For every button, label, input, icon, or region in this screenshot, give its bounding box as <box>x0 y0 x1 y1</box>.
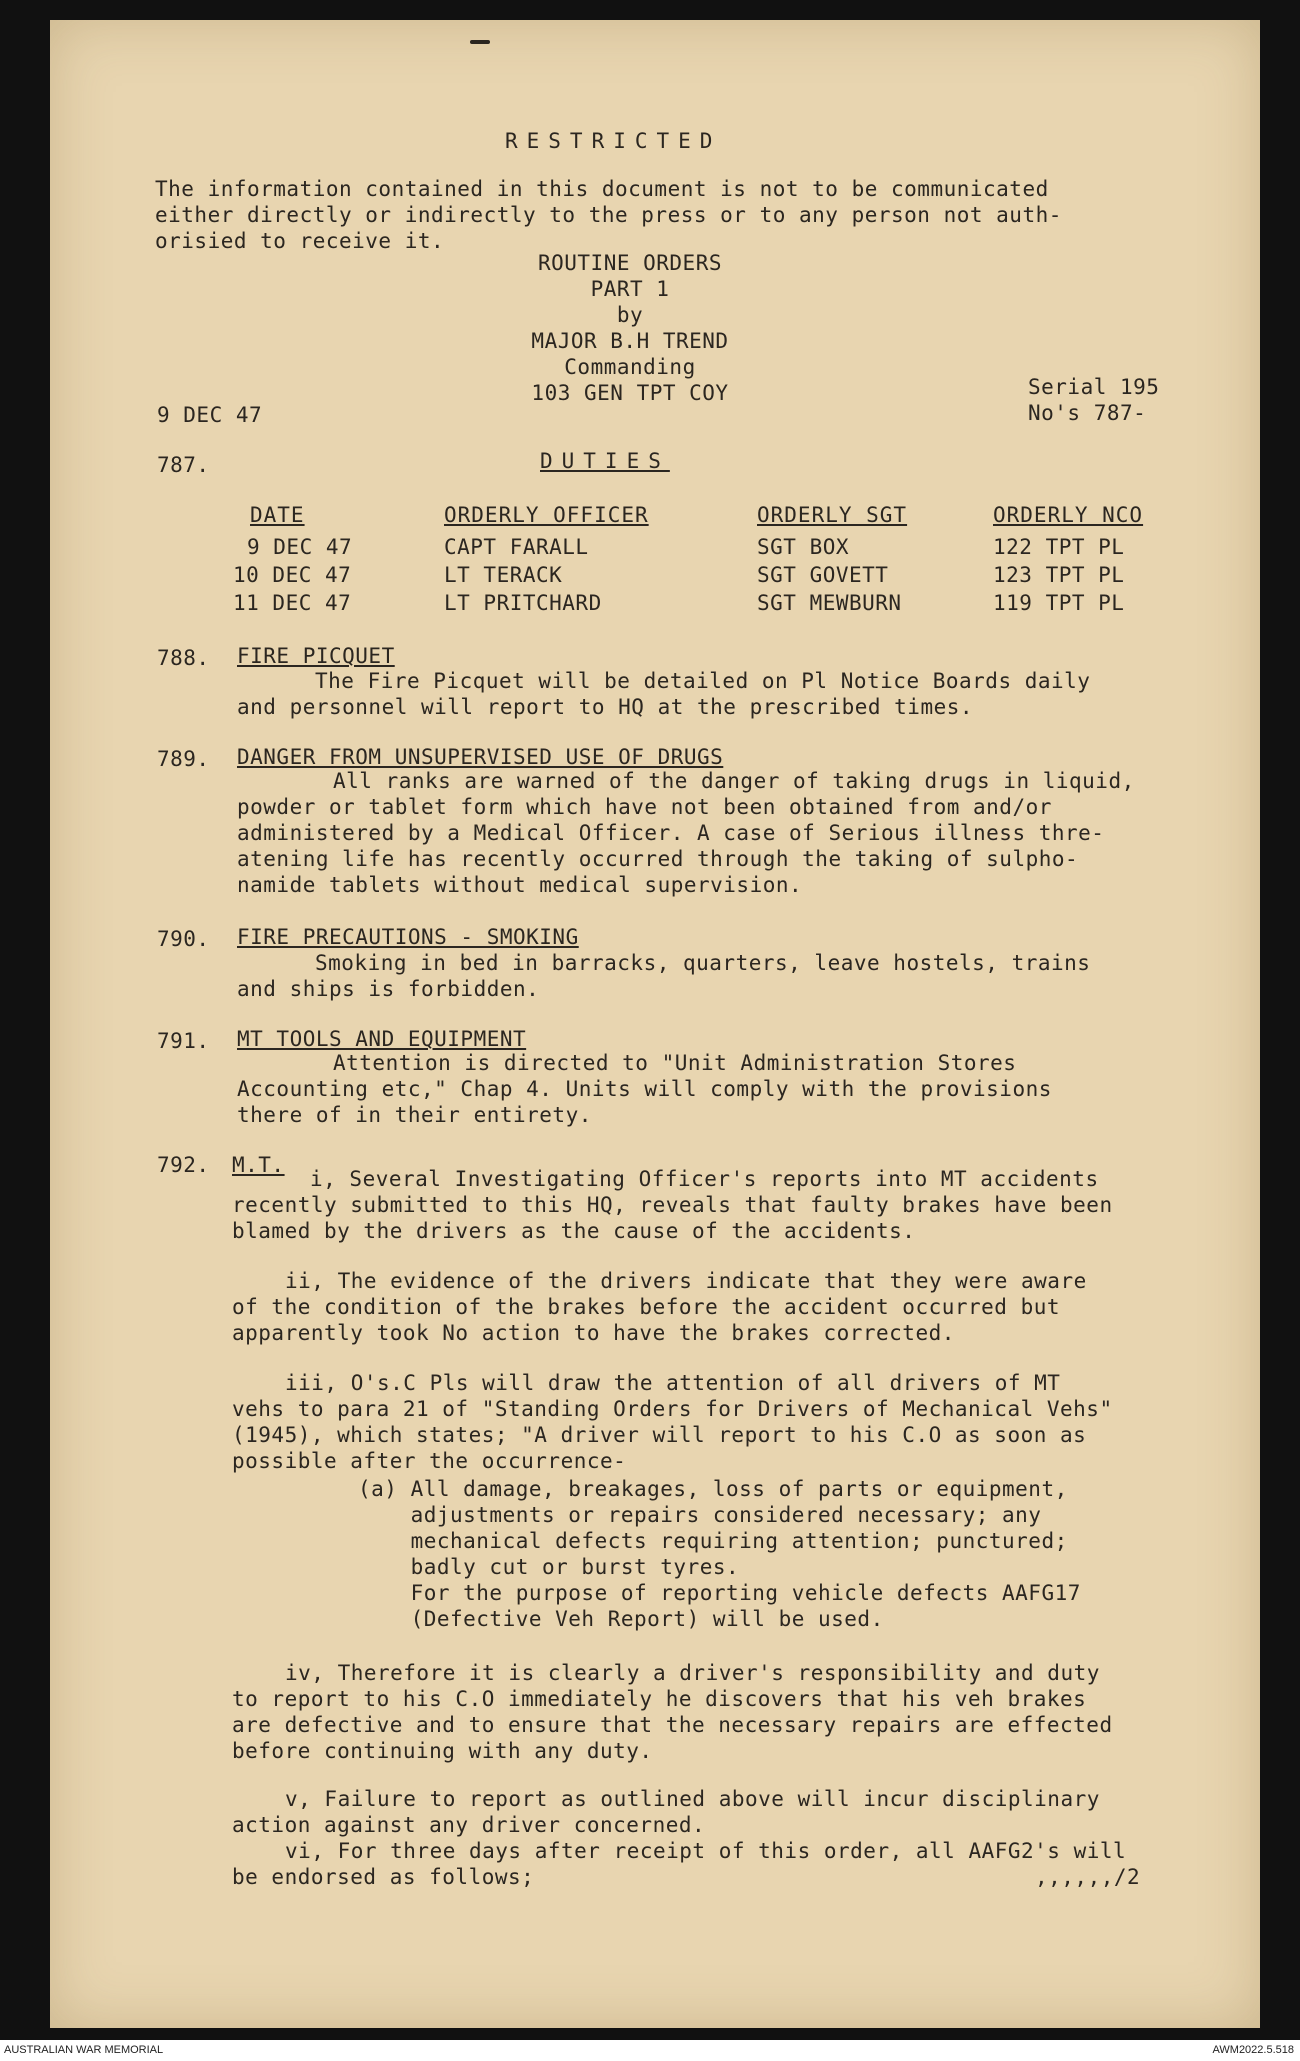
paragraph-line: of the condition of the brakes before the accident occurred but <box>232 1295 1061 1319</box>
paragraph-line: ii, The evidence of the drivers indicate that they were aware <box>285 1269 1087 1293</box>
table-cell: 11 DEC 47 <box>233 591 352 615</box>
paragraph-line: to report to his C.O immediately he discovers that his veh brakes <box>232 1687 1087 1711</box>
orders-part: PART 1 <box>590 277 670 301</box>
subparagraph-line: adjustments or repairs considered necessary; any <box>358 1503 1042 1527</box>
paragraph-line: possible after the occurrence- <box>232 1449 627 1473</box>
orders-title: ROUTINE ORDERS <box>537 251 722 275</box>
table-cell: 122 TPT PL <box>993 535 1125 559</box>
item-title: FIRE PICQUET <box>237 644 395 668</box>
item-number: 787. <box>157 453 210 477</box>
paragraph-line: vehs to para 21 of "Standing Orders for Drivers of Mechanical Vehs" <box>232 1397 1113 1421</box>
item-line: powder or tablet form which have not been obtained from and/or <box>237 795 1052 819</box>
paragraph-line: iii, O's.C Pls will draw the attention of all drivers of MT <box>285 1371 1061 1395</box>
subparagraph-line: For the purpose of reporting vehicle defects AAFG17 <box>358 1581 1081 1605</box>
item-line: namide tablets without medical supervision. <box>237 873 803 897</box>
item-number: 791. <box>157 1029 210 1053</box>
table-cell: LT PRITCHARD <box>444 591 602 615</box>
table-cell: 123 TPT PL <box>993 563 1125 587</box>
paragraph-line: i, Several Investigating Officer's reports into MT accidents <box>310 1167 1099 1191</box>
table-cell: CAPT FARALL <box>444 535 589 559</box>
order-numbers: No's 787- <box>1028 401 1147 425</box>
item-line: and ships is forbidden. <box>237 977 540 1001</box>
item-title: FIRE PRECAUTIONS - SMOKING <box>237 925 579 949</box>
commanding-label: Commanding <box>564 355 696 379</box>
paragraph-line: (1945), which states; "A driver will report to his C.O as soon as <box>232 1423 1087 1447</box>
archive-reference: AWM2022.5.518 <box>1212 2044 1294 2056</box>
table-cell: 119 TPT PL <box>993 591 1125 615</box>
archive-footer <box>0 2040 1300 2061</box>
paragraph-line: vi, For three days after receipt of this order, all AAFG2's will <box>285 1839 1127 1863</box>
paragraph-line: before continuing with any duty. <box>232 1739 653 1763</box>
ink-mark <box>470 40 490 44</box>
serial-number: Serial 195 <box>1028 375 1160 399</box>
item-line: there of in their entirety. <box>237 1103 592 1127</box>
table-cell: SGT MEWBURN <box>757 591 902 615</box>
archive-name: AUSTRALIAN WAR MEMORIAL <box>4 2044 164 2056</box>
caveat-line: either directly or indirectly to the press or to any person not auth- <box>155 203 1062 227</box>
subparagraph-line: badly cut or burst tyres. <box>358 1555 740 1579</box>
item-title: MT TOOLS AND EQUIPMENT <box>237 1027 527 1051</box>
table-header: ORDERLY NCO <box>993 503 1144 527</box>
paragraph-line: v, Failure to report as outlined above will incur disciplinary <box>285 1787 1100 1811</box>
table-cell: SGT GOVETT <box>757 563 889 587</box>
table-header: DATE <box>250 503 305 527</box>
item-line: All ranks are warned of the danger of taking drugs in liquid, <box>333 769 1135 793</box>
item-line: atening life has recently occurred through the taking of sulpho- <box>237 847 1079 871</box>
table-cell: 9 DEC 47 <box>247 535 353 559</box>
paragraph-line: apparently took No action to have the brakes corrected. <box>232 1321 955 1345</box>
item-line: The Fire Picquet will be detailed on Pl Notice Boards daily <box>315 669 1091 693</box>
item-line: administered by a Medical Officer. A case of Serious illness thre- <box>237 821 1105 845</box>
caveat-line: The information contained in this document is not to be communicated <box>155 177 1049 201</box>
continuation-marker: ,,,,,,/2 <box>1035 1865 1141 1889</box>
item-line: Accounting etc," Chap 4. Units will comply with the provisions <box>237 1077 1052 1101</box>
table-cell: LT TERACK <box>444 563 563 587</box>
order-date: 9 DEC 47 <box>157 403 263 427</box>
paragraph-line: iv, Therefore it is clearly a driver's responsibility and duty <box>285 1661 1100 1685</box>
paragraph-line: blamed by the drivers as the cause of the accidents. <box>232 1219 916 1243</box>
item-number: 790. <box>157 927 210 951</box>
item-number: 788. <box>157 646 210 670</box>
item-number: 792. <box>157 1153 210 1177</box>
unit-name: 103 GEN TPT COY <box>531 381 729 405</box>
table-header: ORDERLY OFFICER <box>444 503 649 527</box>
item-line: and personnel will report to HQ at the prescribed times. <box>237 695 974 719</box>
paragraph-line: action against any driver concerned. <box>232 1813 706 1837</box>
item-line: Smoking in bed in barracks, quarters, leave hostels, trains <box>315 951 1091 975</box>
paragraph-line: recently submitted to this HQ, reveals that faulty brakes have been <box>232 1193 1113 1217</box>
table-cell: 10 DEC 47 <box>233 563 352 587</box>
subparagraph-line: (Defective Veh Report) will be used. <box>358 1607 884 1631</box>
commanding-officer: MAJOR B.H TREND <box>531 329 729 353</box>
table-cell: SGT BOX <box>757 535 850 559</box>
table-header: ORDERLY SGT <box>757 503 908 527</box>
item-title: DANGER FROM UNSUPERVISED USE OF DRUGS <box>237 745 724 769</box>
classification-heading: RESTRICTED <box>505 129 722 153</box>
subparagraph-line: (a) All damage, breakages, loss of parts or equipment, <box>358 1477 1068 1501</box>
subparagraph-line: mechanical defects requiring attention; punctured; <box>358 1529 1068 1553</box>
duties-title: DUTIES <box>540 449 670 473</box>
item-title: M.T. <box>232 1153 285 1177</box>
paragraph-line: are defective and to ensure that the necessary repairs are effected <box>232 1713 1113 1737</box>
item-number: 789. <box>157 747 210 771</box>
paragraph-line: be endorsed as follows; <box>232 1865 535 1889</box>
orders-by: by <box>616 303 644 327</box>
caveat-line: orisied to receive it. <box>155 229 445 253</box>
item-line: Attention is directed to "Unit Administration Stores <box>333 1051 1017 1075</box>
